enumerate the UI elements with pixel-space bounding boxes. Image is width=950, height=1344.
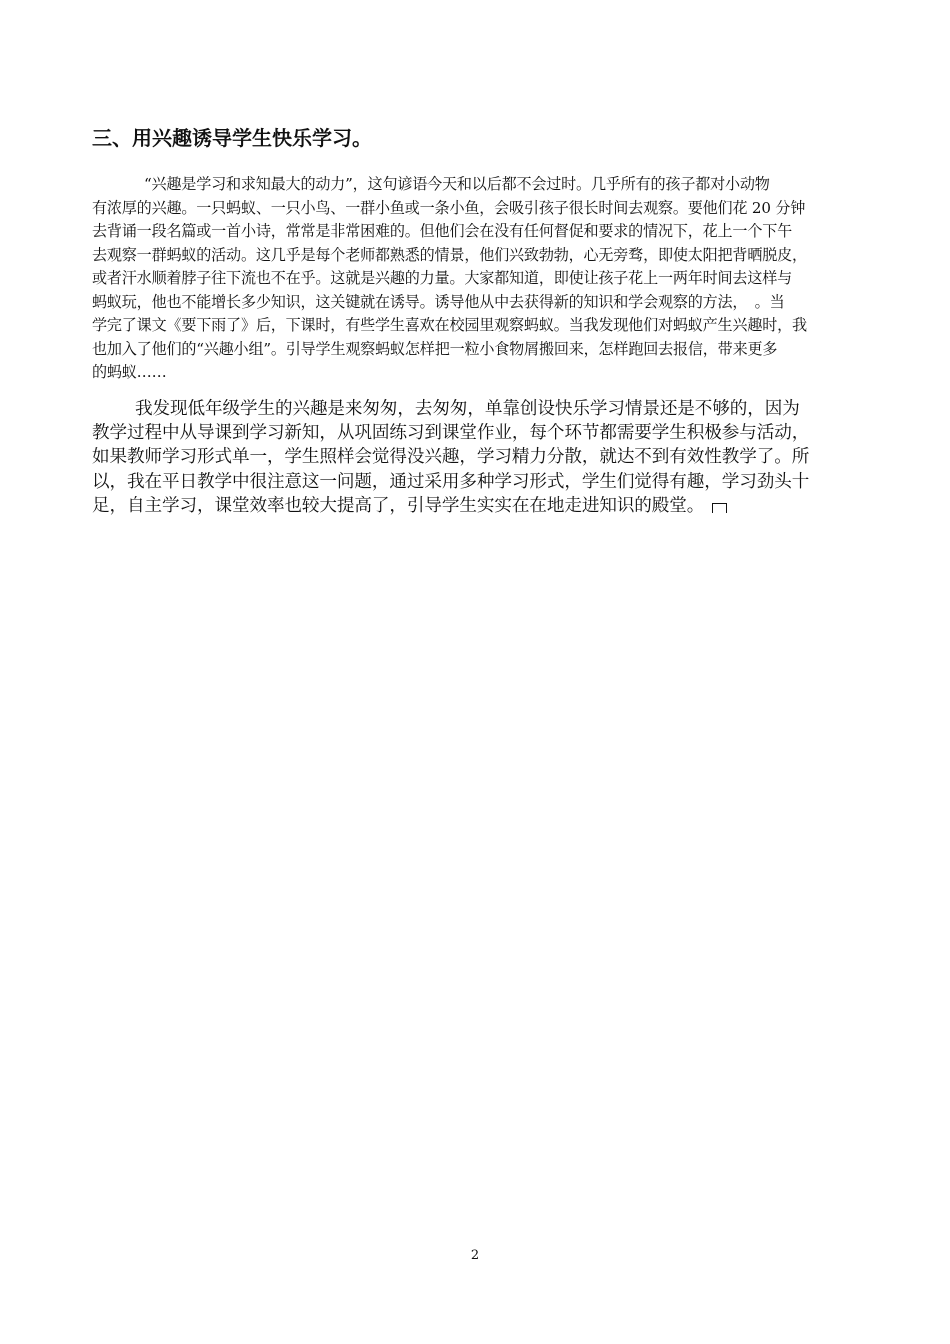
paragraph-1 bbox=[92, 173, 862, 385]
paragraph-1-line: 去背诵一段名篇或一首小诗，常常是非常困难的。但他们会在没有任何督促和要求的情况下，花上一个下午 bbox=[92, 222, 793, 240]
paragraph-1-line: 也加入了他们的“兴趣小组”。引导学生观察蚂蚁怎样把一粒小食物屑搬回来，怎样跑回去报信，带来更多 bbox=[92, 339, 778, 358]
paragraph-2 bbox=[92, 397, 862, 518]
paragraph-end-mark-icon bbox=[712, 503, 727, 513]
paragraph-2-line bbox=[92, 494, 862, 518]
paragraph-2-line: 教学过程中从导课到学习新知，从巩固练习到课堂作业，每个环节都需要学生积极参与活动， bbox=[92, 423, 810, 444]
page-number: 2 bbox=[470, 1248, 480, 1263]
paragraph-1-line: 或者汗水顺着脖子往下流也不在乎。这就是兴趣的力量。大家都知道，即使让孩子花上一两年时间去这样与 bbox=[92, 269, 793, 287]
paragraph-2-line: 如果教师学习形式单一，学生照样会觉得没兴趣，学习精力分散，就达不到有效性教学了。所 bbox=[92, 447, 810, 468]
paragraph-1-line: 的蚂蚁…… bbox=[92, 363, 167, 381]
section-heading: 三、用兴趣诱导学生快乐学习。 bbox=[92, 126, 372, 150]
paragraph-1-line: 去观察一群蚂蚁的活动。这几乎是每个老师都熟悉的情景，他们兴致勃勃，心无旁骛，即使太阳把背晒脱皮， bbox=[92, 245, 807, 264]
paragraph-1-line: 蚂蚁玩，他也不能增长多少知识，这关键就在诱导。诱导他从中去获得新的知识和学会观察的方法， 。当 bbox=[92, 292, 785, 311]
paragraph-2-line: 以，我在平日教学中很注意这一问题，通过采用多种学习形式，学生们觉得有趣，学习劲头十 bbox=[92, 471, 810, 492]
paragraph-2-line: 我发现低年级学生的兴趣是来匆匆，去匆匆，单靠创设快乐学习情景还是不够的，因为 bbox=[135, 399, 800, 419]
paragraph-1-line: 学完了课文《要下雨了》后，下课时，有些学生喜欢在校园里观察蚂蚁。当我发现他们对蚂蚁产生兴趣时，我 bbox=[92, 316, 807, 334]
paragraph-1-line: “兴趣是学习和求知最大的动力”，这句谚语今天和以后都不会过时。几乎所有的孩子都对小动物 bbox=[144, 175, 770, 193]
paragraph-2-last-text: 足，自主学习，课堂效率也较大提高了，引导学生实实在在地走进知识的殿堂。 bbox=[92, 495, 705, 516]
paragraph-1-line: 有浓厚的兴趣。一只蚂蚁、一只小鸟、一群小鱼或一条小鱼，会吸引孩子很长时间去观察。要他们花 20 分钟 bbox=[92, 198, 806, 217]
